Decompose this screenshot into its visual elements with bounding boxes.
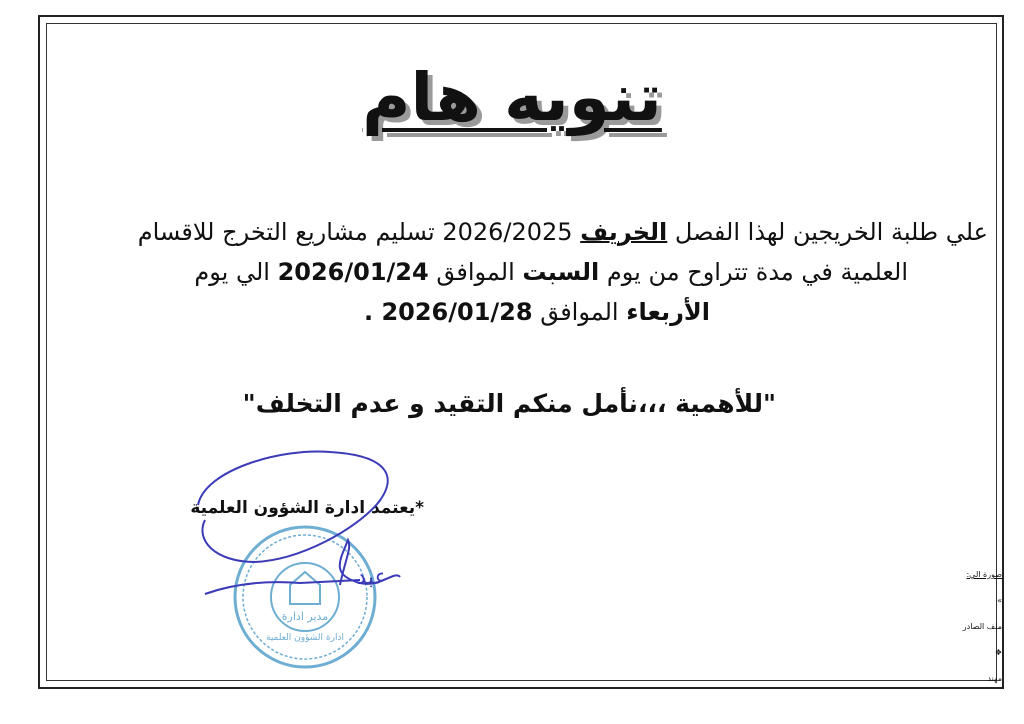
- cc-item-2: ❖ مهند: [987, 648, 1002, 683]
- end-day: الأربعاء: [626, 298, 710, 326]
- svg-text:ادارة الشؤون العلمية: ادارة الشؤون العلمية: [266, 633, 344, 643]
- line1-end: 2026/2025 تسليم مشاريع التخرج للاقسام: [137, 218, 581, 246]
- line3-mid: الموافق: [532, 298, 627, 326]
- line2-mid: الموافق: [428, 258, 523, 286]
- cc-header: صورة الي:: [966, 570, 1002, 579]
- svg-text:عبد: عبد: [356, 565, 388, 590]
- notice-title: تنويه هام: [362, 59, 662, 136]
- line2-end: الي يوم: [194, 258, 278, 286]
- handwritten-signature: [198, 452, 400, 594]
- line1-start: علي طلبة الخريجين لهذا الفصل: [667, 218, 988, 246]
- start-day: السبت: [522, 258, 600, 286]
- end-date: 2026/01/28 .: [363, 298, 533, 326]
- line2-start: العلمية في مدة تتراوح من يوم: [599, 258, 908, 286]
- start-date: 2026/01/24: [277, 258, 429, 286]
- closing-quote: "للأهمية ،،،نأمل منكم التقيد و عدم التخلف": [242, 389, 776, 418]
- official-stamp: [235, 527, 375, 667]
- approval-line: *يعتمد ادارة الشؤون العلمية: [190, 498, 424, 518]
- season-highlight: الخريف: [580, 218, 668, 246]
- cc-item-1: » ملف الصادر: [962, 596, 1002, 631]
- svg-text:مدير ادارة: مدير ادارة: [281, 610, 329, 623]
